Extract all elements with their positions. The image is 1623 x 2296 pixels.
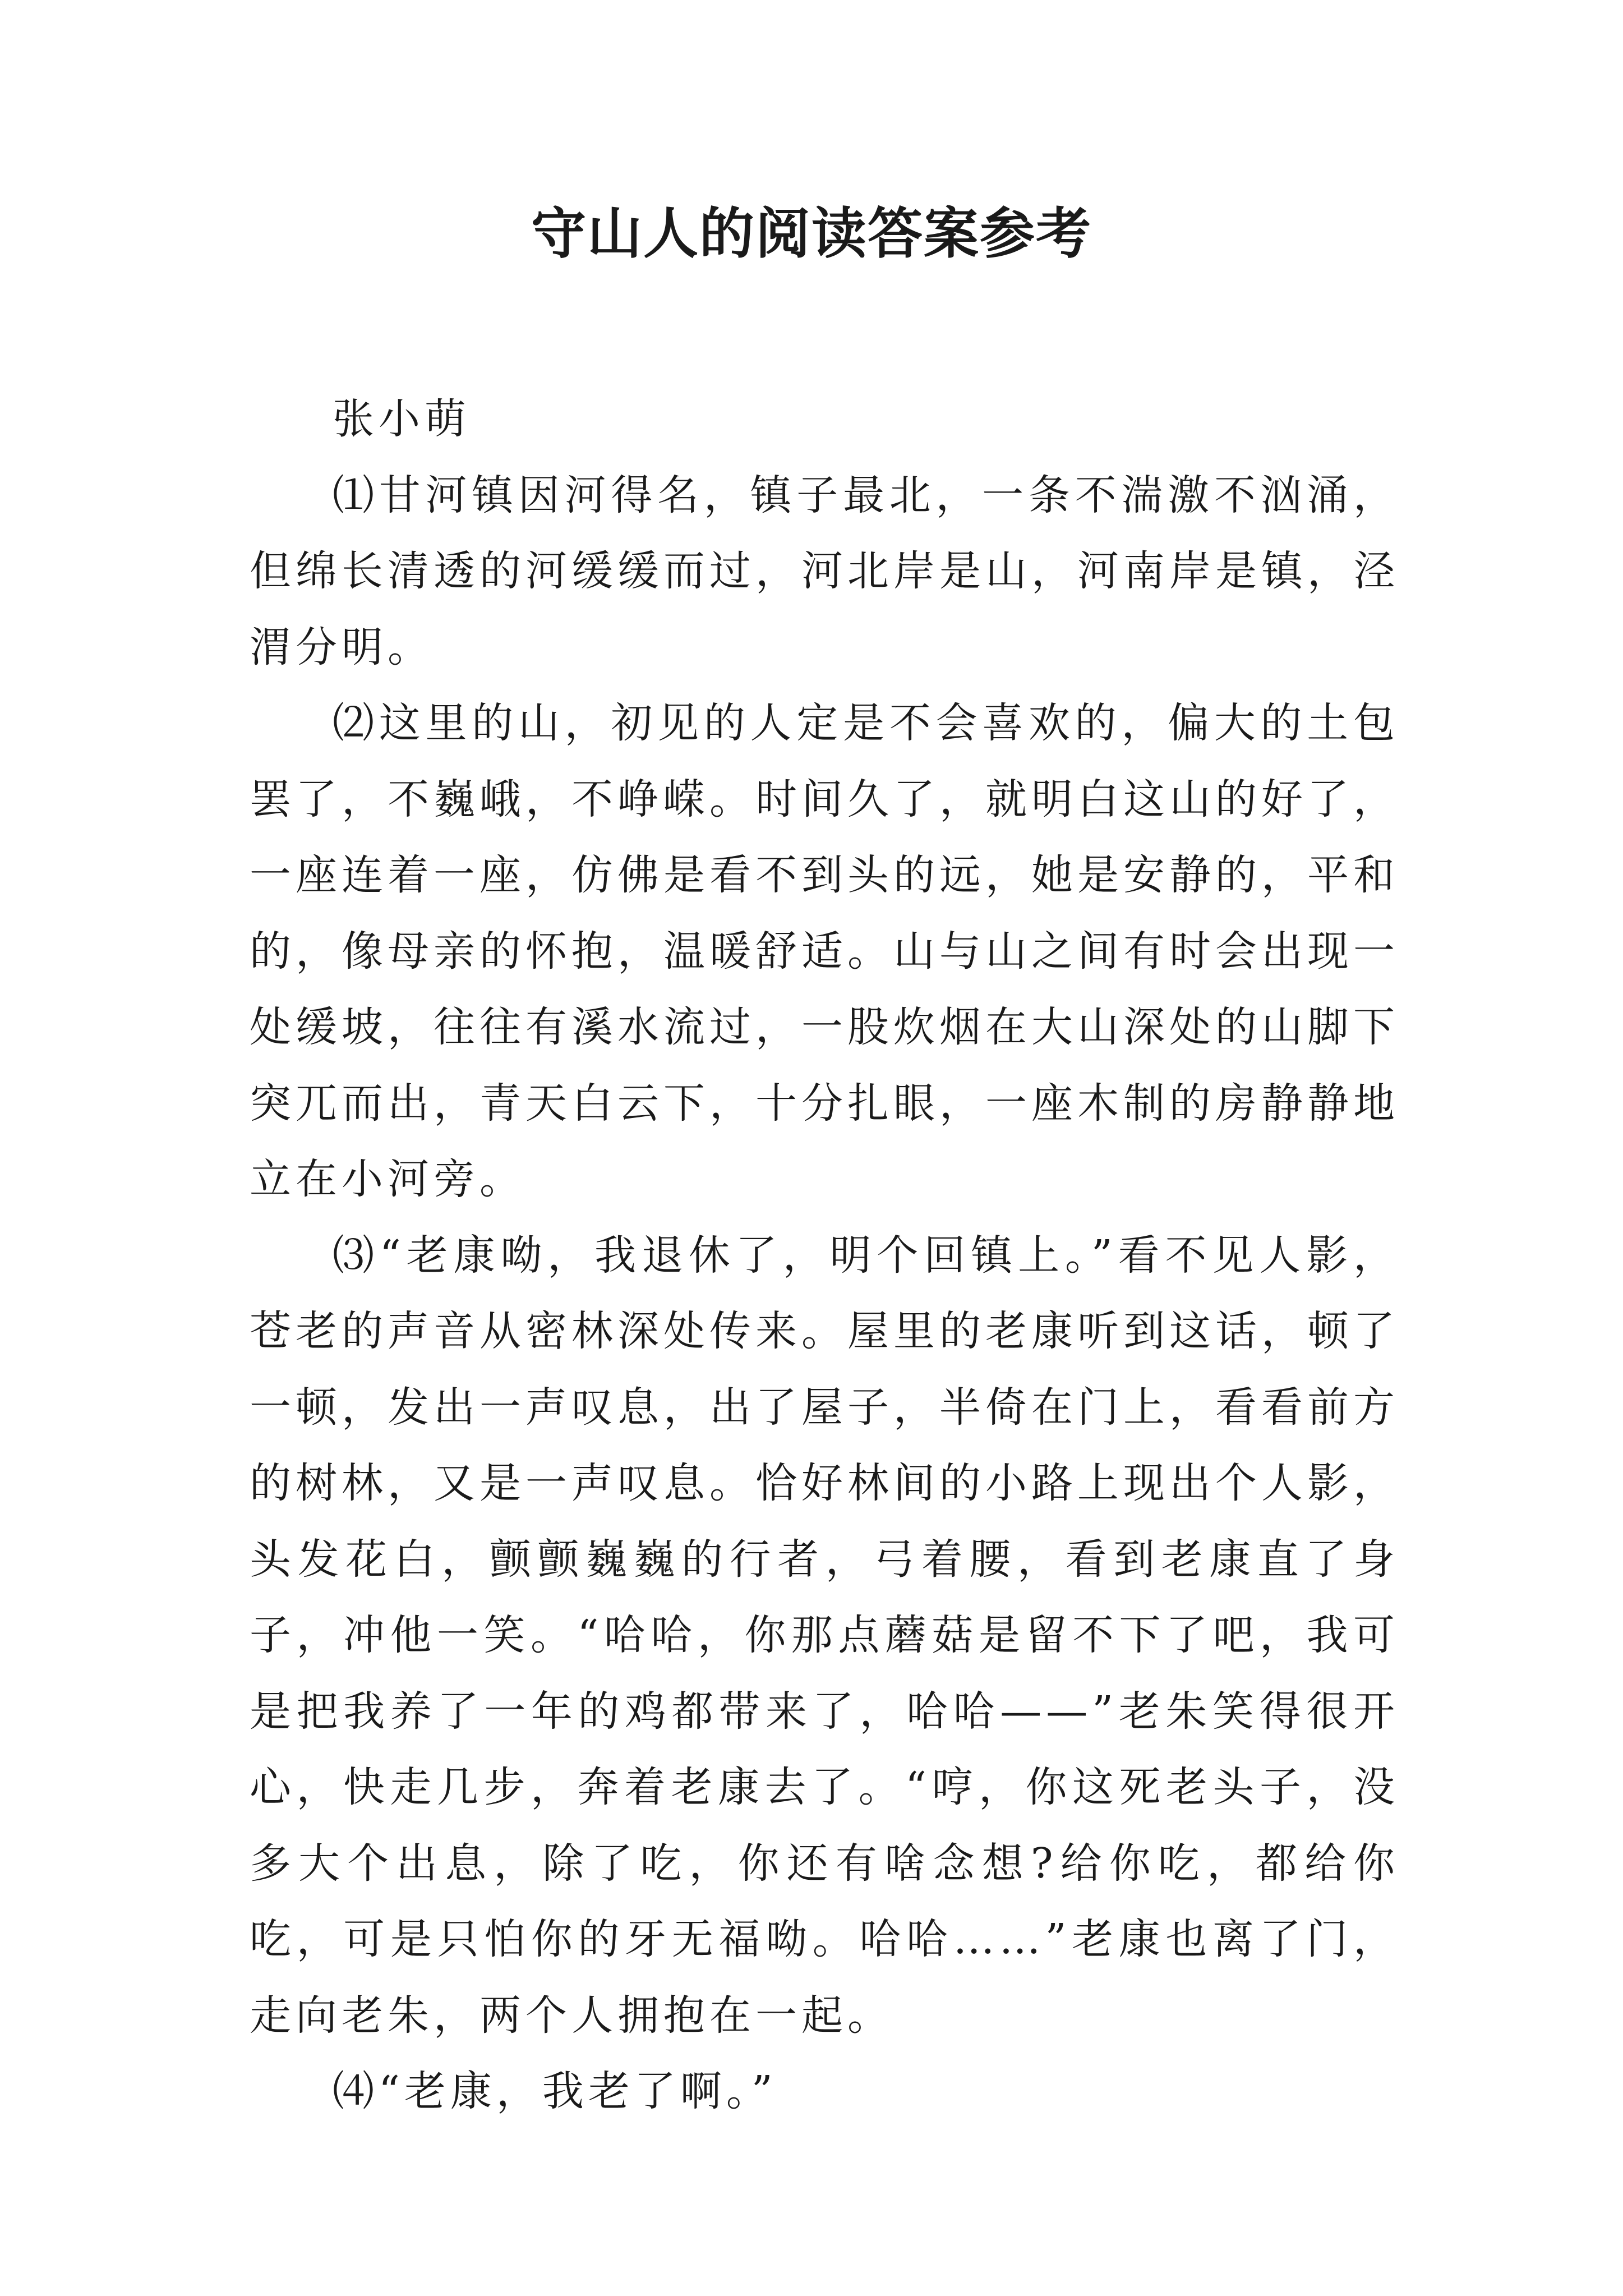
paragraph-1: ⑴甘河镇因河得名，镇子最北，一条不湍激不汹涌，但绵长清透的河缓缓而过，河北岸是山，河南岸是镇，泾渭分明。: [250, 471, 1399, 671]
document-body: [250, 381, 1399, 2130]
author-line: 张小萌: [333, 395, 471, 443]
paragraph-4: ⑷“老康，我老了啊。”: [333, 2067, 777, 2115]
paragraph-3: ⑶“老康呦，我退休了，明个回镇上。”看不见人影，苍老的声音从密林深处传来。屋里的老康听到这话，顿了一顿，发出一声叹息，出了屋子，半倚在门上，看看前方的树林，又是一声叹息。恰好林间的小路上现出个人影，头发花白，颤颤巍巍的行者，弓着腰，看到老康直了身子，冲他一笑。“哈哈，你那点蘑菇是留不下了吧，我可是把我养了一年的鸡都带来了，哈哈——”老朱笑得很开心，快走几步，奔着老康去了。“哼，你这死老头子，没多大个出息，除了吃，你还有啥念想?给你吃，都给你吃，可是只怕你的牙无福呦。哈哈……”老康也离了门，走向老朱，两个人拥抱在一起。: [250, 1231, 1399, 2040]
paragraph-2: ⑵这里的山，初见的人定是不会喜欢的，偏大的土包罢了，不巍峨，不峥嵘。时间久了，就明白这山的好了，一座连着一座，仿佛是看不到头的远，她是安静的，平和的，像母亲的怀抱，温暖舒适。山与山之间有时会出现一处缓坡，往往有溪水流过，一股炊烟在大山深处的山脚下突兀而出，青天白云下，十分扎眼，一座木制的房静静地立在小河旁。: [250, 699, 1399, 1203]
document-title: 守山人的阅读答案参考: [531, 201, 1092, 266]
